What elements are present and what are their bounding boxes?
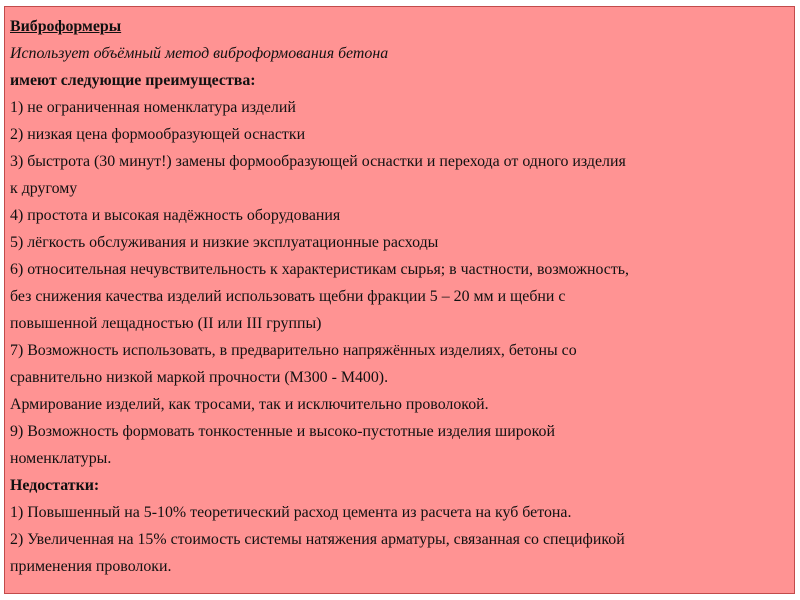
list-item: сравнительно низкой маркой прочности (М300 - М400). <box>10 369 389 386</box>
list-item: 2) Увеличенная на 15% стоимость системы натяжения арматуры, связанная со спецификой <box>10 531 625 548</box>
list-item: 4) простота и высокая надёжность оборудования <box>10 207 341 224</box>
list-item: Армирование изделий, как тросами, так и исключительно проволокой. <box>10 396 489 413</box>
list-item: 5) лёгкость обслуживания и низкие эксплуатационные расходы <box>10 234 439 251</box>
list-item: 7) Возможность использовать, в предварительно напряжённых изделиях, бетоны со <box>10 342 577 359</box>
list-item: 2) низкая цена формообразующей оснастки <box>10 126 306 143</box>
advantages-heading: имеют следующие преимущества: <box>10 72 256 89</box>
list-item: 1) не ограниченная номенклатура изделий <box>10 99 296 116</box>
slide-title: Виброформеры <box>10 18 122 35</box>
list-item: 3) быстрота (30 минут!) замены формообразующей оснастки и перехода от одного изделия <box>10 153 626 170</box>
list-item: к другому <box>10 180 78 197</box>
list-item: применения проволоки. <box>10 558 172 575</box>
disadvantages-heading: Недостатки: <box>10 477 100 494</box>
list-item: 9) Возможность формовать тонкостенные и высоко-пустотные изделия широкой <box>10 423 555 440</box>
list-item: без снижения качества изделий использовать щебни фракции 5 – 20 мм и щебни с <box>10 288 566 305</box>
list-item: 1) Повышенный на 5-10% теоретический расход цемента из расчета на куб бетона. <box>10 504 572 521</box>
slide-subtitle: Использует объёмный метод виброформования бетона <box>10 45 389 62</box>
text-panel <box>4 6 795 594</box>
list-item: 6) относительная нечувствительность к характеристикам сырья; в частности, возможность, <box>10 261 630 278</box>
list-item: номенклатуры. <box>10 450 112 467</box>
list-item: повышенной лещадностью (II или III группы) <box>10 315 322 332</box>
